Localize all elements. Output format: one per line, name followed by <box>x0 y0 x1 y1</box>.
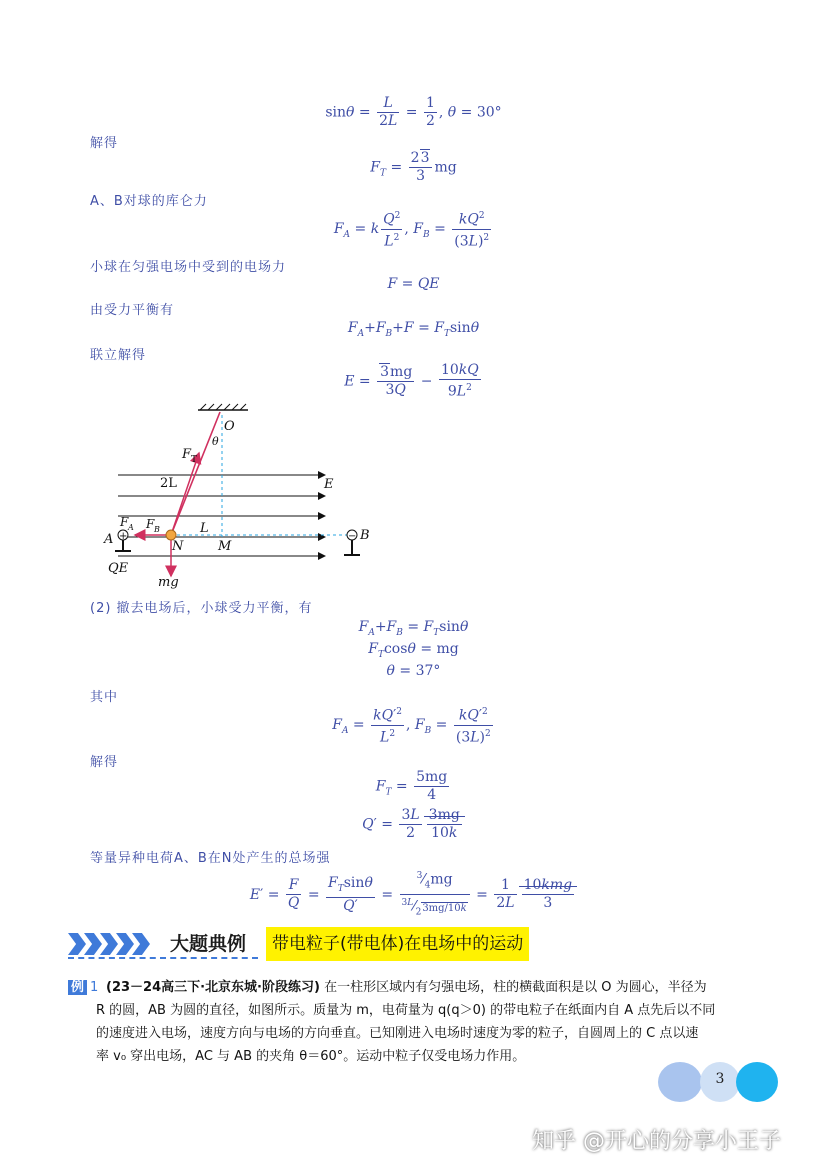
text-balance-intro: 由受力平衡有 <box>90 303 175 318</box>
section-underline <box>68 957 258 959</box>
chevron-icon <box>116 933 134 955</box>
watermark: 知乎 @开心的分享小王子 <box>532 1129 781 1154</box>
text-qizhong: 其中 <box>90 690 119 705</box>
label-ft-sub: T <box>191 455 198 465</box>
text-coulomb-intro: A、B对球的库仑力 <box>90 194 208 209</box>
label-m: M <box>218 539 232 554</box>
label-2l: 2L <box>160 476 177 491</box>
label-b: B <box>360 528 370 543</box>
eq-fa-fb: $F_A = k$ $\frac{Q^2}{L^2}$ , $F_B$ = $\frac{kQ^2}{(3L)^2}$ <box>0 208 827 250</box>
label-theta: θ <box>212 435 219 448</box>
example-line-2: R 的圆，AB 为圆的直径，如图所示。质量为 m，电荷量为 q(q＞0) 的带电粒子在纸面内自 A 点先后以不同 <box>96 1003 716 1018</box>
label-e: E <box>324 477 334 492</box>
section-tag: 大题典例 <box>170 933 247 955</box>
text-part2-intro: (2) 撤去电场后，小球受力平衡，有 <box>90 601 313 616</box>
eq-e-result: E = $\frac{3mg}{3Q}$ − $\frac{10kQ}{9L^2}$ <box>344 362 479 400</box>
chevron-icon <box>84 933 102 955</box>
minus-sign: − <box>348 531 357 542</box>
label-ft: F <box>182 447 192 462</box>
example-number: 1 <box>90 980 99 995</box>
text-lianli: 联立解得 <box>90 348 147 363</box>
plus-sign: + <box>119 531 128 542</box>
label-fb-sub: B <box>154 525 160 534</box>
eq-part2-balance: $F_A+F_B = F_T\sin\theta$ <box>358 619 469 638</box>
eq-sin-theta: sinθ = $\frac{L}{2L}$ = $\frac{1}{2}$ , θ = 30° <box>325 95 502 129</box>
example-text-1: 在一柱形区域内有匀强电场，柱的横截面积是以 O 为圆心，半径为 <box>324 980 707 995</box>
string-line <box>171 412 220 535</box>
eq-fa-fb-prime: $F_A$ = $\frac{kQ'^2}{L^2}$ , $F_B$ = $\frac{kQ'^2}{(3L)^2}$ <box>0 704 827 746</box>
ceiling-hatch <box>198 404 248 410</box>
section-title: 带电粒子(带电体)在电场中的运动 <box>266 927 529 961</box>
text-total-field-intro: 等量异种电荷A、B在N处产生的总场强 <box>90 851 331 866</box>
label-fa-sub: A <box>128 523 134 532</box>
example-tag: 例 <box>68 980 87 995</box>
example-label <box>68 976 108 994</box>
chevron-icon <box>132 933 150 955</box>
example-line-4: 率 v₀ 穿出电场，AC 与 AB 的夹角 θ＝60°。运动中粒子仅受电场力作用。 <box>96 1049 526 1064</box>
section-header <box>68 927 568 961</box>
page-number: 3 <box>715 1071 725 1087</box>
label-qe: QE <box>108 561 129 576</box>
label-n: N <box>172 539 184 554</box>
text-jiede-1: 解得 <box>90 136 119 151</box>
page-circle-right <box>736 1062 778 1102</box>
eq-balance: $F_A+F_B+F = F_T\sin\theta$ <box>347 320 480 339</box>
eq-e-prime: E′ = $\frac{F}{Q}$ = $\frac{F_T\sin\theta}{Q'}$ = $\frac{^3⁄_4mg}{^{3L}⁄_23mg/10k}$ = $\frac{1}{2L}$ $\frac{\text{10kmg}}{3}$ <box>0 868 827 922</box>
eq-ft-5mg: $F_T$ = $\frac{5mg}{4}$ <box>375 769 448 803</box>
eq-ft: $F_T$ = $\frac{23}{3}$ mg <box>370 150 457 184</box>
example-line-1 <box>106 976 766 999</box>
text-efield-intro: 小球在匀强电场中受到的电场力 <box>90 260 287 275</box>
eq-part2-vertical: $F_T\cos\theta$ = mg <box>368 641 459 660</box>
chevron-icon <box>100 933 118 955</box>
eq-f-qe: F = QE <box>387 276 440 292</box>
label-a: A <box>104 532 114 547</box>
label-mg: mg <box>158 575 179 590</box>
eq-q-prime: Q′ = $\frac{3L}{2}$ $\frac{3mg}{10k}$ <box>0 807 827 842</box>
label-fa: F <box>120 515 129 529</box>
example-source: (23－24高三下·北京东城·阶段练习) <box>106 980 320 995</box>
eq-theta-37: θ = 37° <box>386 663 441 679</box>
force-diagram <box>100 400 380 592</box>
example-line-3: 的速度进入电场，速度方向与电场的方向垂直。已知刚进入电场时速度为零的粒子，自圆周上的 C 点以速 <box>96 1026 699 1041</box>
label-l: L <box>200 521 209 536</box>
label-fb: F <box>146 517 155 531</box>
chevron-icon <box>68 933 86 955</box>
text-jiede-2: 解得 <box>90 755 119 770</box>
page-circle-left <box>658 1062 702 1102</box>
label-o: O <box>224 419 235 434</box>
ft-arrow <box>171 453 199 535</box>
